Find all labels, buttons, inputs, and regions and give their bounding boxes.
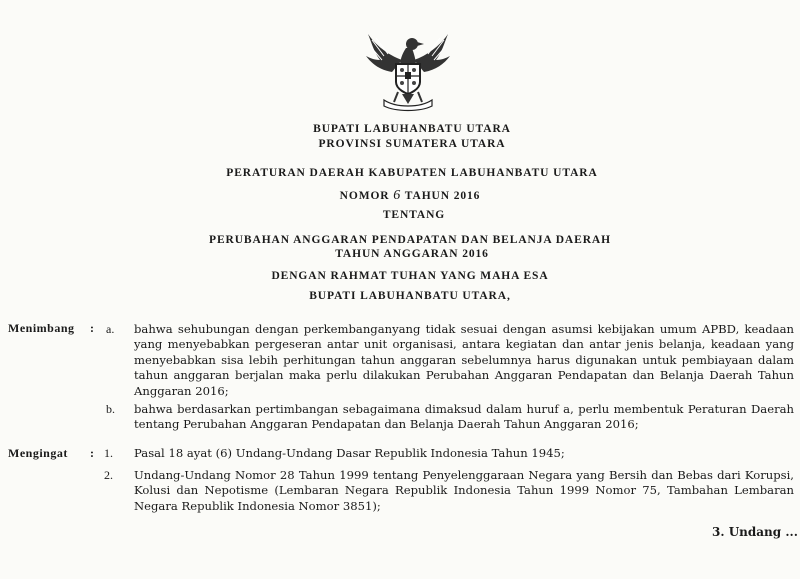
mengingat-marker-2: 2.	[104, 468, 113, 482]
garuda-emblem-icon	[362, 30, 454, 112]
mengingat-colon: :	[90, 446, 94, 460]
nomor-suffix: TAHUN 2016	[404, 190, 481, 202]
mengingat-label: Mengingat	[8, 446, 68, 460]
menimbang-marker-a: a.	[106, 322, 115, 336]
province-title: PROVINSI SUMATERA UTARA	[318, 138, 506, 150]
regulation-number	[10, 188, 800, 204]
regulation-title: PERATURAN DAERAH KABUPATEN LABUHANBATU UTARA	[226, 167, 598, 179]
issuer-title: BUPATI LABUHANBATU UTARA	[313, 123, 511, 135]
nomor-number: 6	[393, 188, 402, 203]
menimbang-marker-b: b.	[106, 402, 115, 416]
menimbang-label: Menimbang	[8, 321, 75, 335]
authority-line: BUPATI LABUHANBATU UTARA,	[309, 290, 511, 302]
tentang-heading: TENTANG	[382, 209, 446, 221]
blessing-line: DENGAN RAHMAT TUHAN YANG MAHA ESA	[271, 270, 549, 282]
mengingat-item-2: Undang-Undang Nomor 28 Tahun 1999 tentang Penyelenggaraan Negara yang Bersih dan Bebas dari Korupsi, Kolusi dan Nepotisme (Lembaran Negara Republik Indonesia Tahun 1999 Nomor 75, Tambahan Lembaran Negara Republik Indonesia Nomor 3851);	[134, 468, 794, 513]
menimbang-colon: :	[90, 321, 94, 335]
subject-line-2: TAHUN ANGGARAN 2016	[335, 248, 489, 260]
menimbang-item-b: bahwa berdasarkan pertimbangan sebagaimana dimaksud dalam huruf a, perlu membentuk Peraturan Daerah tentang Perubahan Anggaran Pendapatan dan Belanja Daerah Tahun Anggaran 2016;	[134, 402, 794, 432]
next-page-catchword: 3. Undang ...	[712, 525, 798, 539]
menimbang-item-a: bahwa sehubungan dengan perkembanganyang tidak sesuai dengan asumsi kebijakan umum APBD, keadaan yang menyebabkan pergeseran antar unit organisasi, antara kegiatan dan antar jenis belanja, keadaan yang menyebabkan sisa lebih perhitungan tahun anggaran sebelumnya harus digunakan untuk pembiayaan dalam tahun anggaran berjalan maka perlu dilakukan Perubahan Anggaran Pendapatan dan Belanja Daerah Tahun Anggaran 2016;	[134, 322, 794, 398]
mengingat-item-1: Pasal 18 ayat (6) Undang-Undang Dasar Republik Indonesia Tahun 1945;	[134, 446, 565, 460]
subject-line-1: PERUBAHAN ANGGARAN PENDAPATAN DAN BELANJA DAERAH	[209, 234, 611, 246]
nomor-prefix: NOMOR	[339, 190, 390, 202]
mengingat-marker-1: 1.	[104, 446, 113, 460]
